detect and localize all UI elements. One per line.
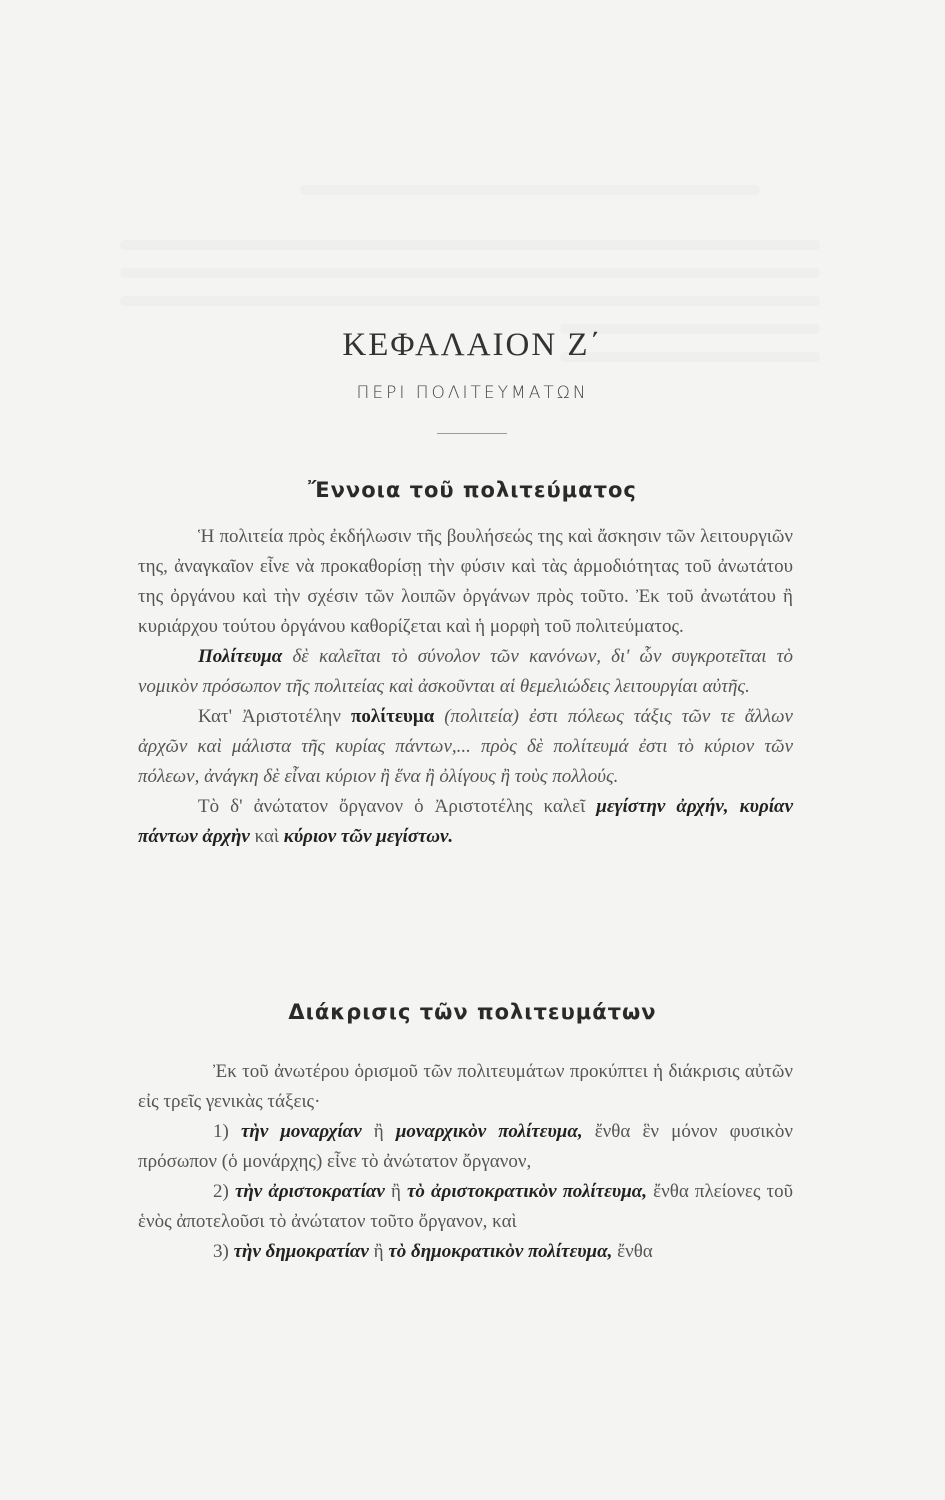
section-heading-distinction: Διάκρισις τῶν πολιτευμάτων <box>288 1000 657 1024</box>
text: Κατ' Ἀριστοτέλην <box>198 706 351 727</box>
term: τὴν μοναρχίαν <box>240 1121 362 1142</box>
paragraph: Ἡ πολιτεία πρὸς ἐκδήλωσιν τῆς βουλήσεώς της καὶ ἄσκησιν τῶν λειτουργιῶν της, ἀναγκαῖον εἶνε νὰ προκαθορίσῃ τὴν φύσιν καὶ τὰς ἁρμοδιότητας τοῦ ἀνωτάτου της ὀργάνου καὶ τὴν σχέσιν τῶν λοιπῶν ὀργάνων πρὸς τοῦτο. Ἐκ τοῦ ἀνωτάτου ἢ κυριάρχου τούτου ὀργάνου καθορίζεται καὶ ἡ μορφὴ τοῦ πολιτεύματος. <box>138 526 793 637</box>
term: μοναρχικὸν πολίτευμα, <box>395 1121 583 1142</box>
text: ἢ <box>384 1181 407 1202</box>
text: Τὸ δ' ἀνώτατον ὄργανον ὁ Ἀριστοτέλης καλεῖ <box>198 796 597 817</box>
term: Πολίτευμα <box>198 646 283 667</box>
term: τὸ ἀριστοκρατικὸν πολίτευμα, <box>407 1181 648 1202</box>
show-through <box>120 268 820 278</box>
paragraph <box>138 702 793 792</box>
divider <box>437 433 507 434</box>
text: ἔνθα <box>612 1241 653 1262</box>
term: κύριον τῶν μεγίστων. <box>283 826 454 847</box>
item-number: 2) <box>213 1181 235 1202</box>
text: ἢ <box>361 1121 396 1142</box>
section-heading-concept: Ἔννοια τοῦ πολιτεύματος <box>308 478 637 502</box>
definition-text: δὲ καλεῖται τὸ σύνολον τῶν κανόνων, δι' ὧν συγκροτεῖται τὸ νομικὸν πρόσωπον τῆς πολιτείας καὶ ἀσκοῦνται αἱ θεμελιώδεις λειτουργίαι αὐτῆς. <box>138 646 793 697</box>
term: τὴν δημοκρατίαν <box>233 1241 369 1262</box>
section-body-distinction <box>138 1057 793 1267</box>
text: ἢ <box>368 1241 389 1262</box>
text: ἔνθα πλείονες τοῦ ἑνὸς ἀποτελοῦσι τὸ ἀνώτατον τοῦτο ὄργανον, καὶ <box>138 1181 794 1232</box>
section-body-concept <box>138 522 793 852</box>
term: μεγίστην ἀρχήν, κυρίαν πάντων ἀρχὴν <box>138 796 794 847</box>
show-through <box>120 240 820 250</box>
quote-text: (πολιτεία) ἐστι πόλεως τάξις τῶν τε ἄλλων ἀρχῶν καὶ μάλιστα τῆς κυρίας πάντων,... πρὸς δὲ πολίτευμά ἐστι τὸ κύριον τῶν πόλεων, ἀνάγκη δὲ εἶναι κύριον ἢ ἕνα ἢ ὀλίγους ἢ τοὺς πολλούς. <box>138 706 793 787</box>
text: καὶ <box>249 826 284 847</box>
list-item <box>138 1117 793 1177</box>
item-number: 1) <box>213 1121 241 1142</box>
show-through <box>120 296 820 306</box>
paragraph <box>138 792 793 852</box>
list-item <box>138 1237 793 1267</box>
item-number: 3) <box>213 1241 234 1262</box>
paragraph <box>138 642 793 702</box>
paragraph: Ἐκ τοῦ ἀνωτέρου ὁρισμοῦ τῶν πολιτευμάτων προκύπτει ἡ διάκρισις αὐτῶν εἰς τρεῖς γενικὰς τάξεις· <box>138 1061 793 1112</box>
chapter-title: ΚΕΦΑΛΑΙΟΝ Ζ΄ <box>342 327 603 363</box>
text: ἔνθα ἓν μόνον φυσικὸν πρόσωπον (ὁ μονάρχης) εἶνε τὸ ἀνώτατον ὄργανον, <box>138 1121 794 1172</box>
term: τὴν ἀριστοκρατίαν <box>234 1181 385 1202</box>
show-through <box>300 185 760 195</box>
chapter-subtitle: ΠΕΡΙ ΠΟΛΙΤΕΥΜΑΤΩΝ <box>356 383 589 403</box>
term: τὸ δημοκρατικὸν πολίτευμα, <box>388 1241 613 1262</box>
list-item <box>138 1177 793 1237</box>
term: πολίτευμα <box>350 706 435 727</box>
